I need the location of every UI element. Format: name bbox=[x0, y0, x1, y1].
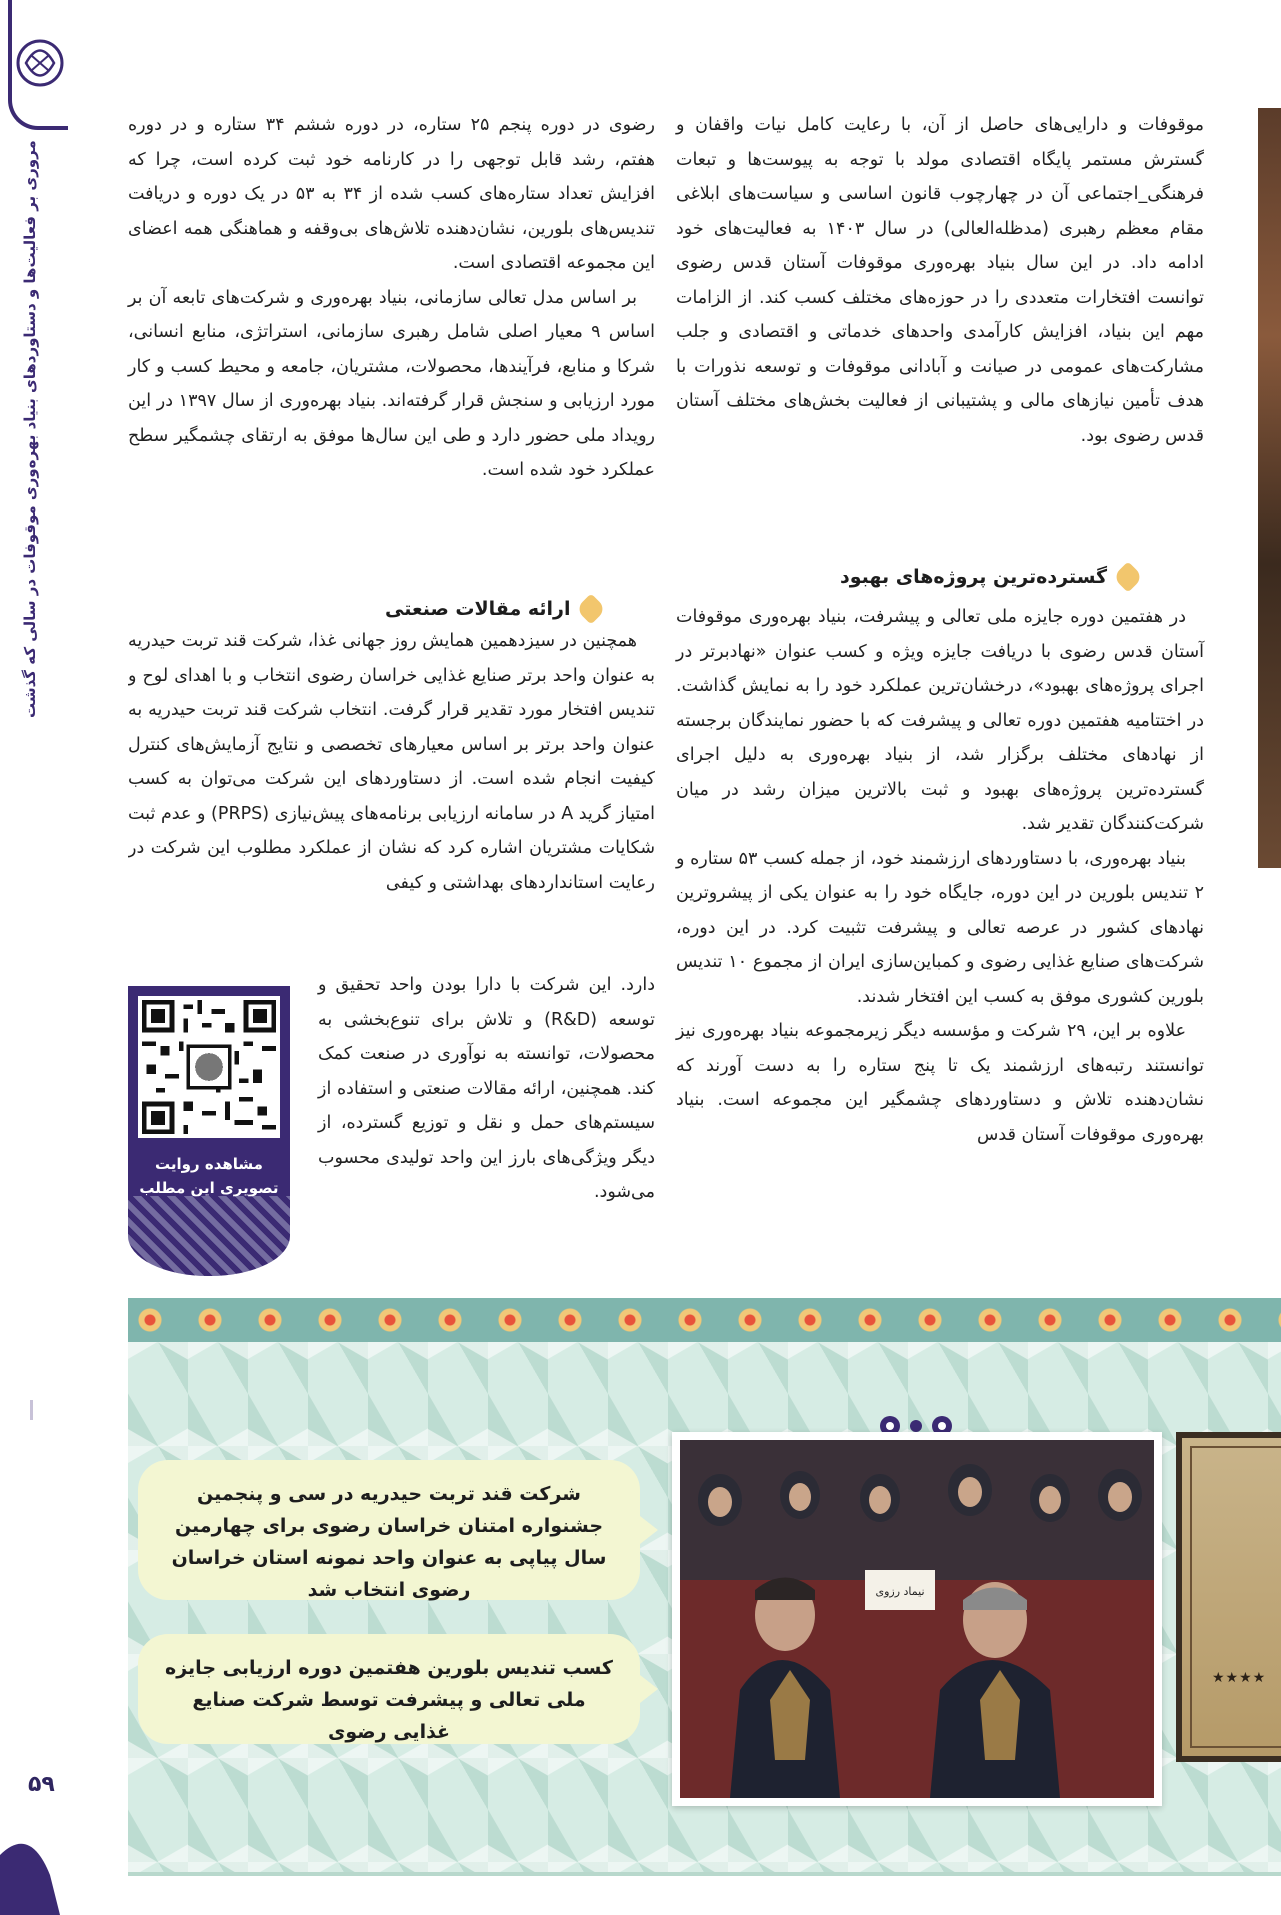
qr-card-pattern bbox=[128, 1196, 290, 1276]
heading-bullet-icon bbox=[1113, 561, 1144, 592]
section-1-paragraph: بنیاد بهره‌وری، با دستاوردهای ارزشمند خود، از جمله کسب ۵۳ ستاره و ۲ تندیس بلورین در این دوره، جایگاه خود را به عنوان یکی از پیشروترین نهادهای کشور در عرصه تعالی و پیشرفت تثبیت کرد. در این دوره، شرکت‌های صنایع غذایی رضوی و کمباین‌سازی ایران از مجموع ۱۰ تندیس بلورین کشوری موفق به کسب این افتخار شدند. bbox=[676, 848, 1204, 1007]
section-heading-industrial-articles bbox=[385, 598, 602, 620]
heading-bullet-icon bbox=[576, 593, 607, 624]
certificate-stars: ★★★★ bbox=[1212, 1670, 1267, 1686]
magazine-logo bbox=[8, 0, 68, 130]
section-2-paragraph: همچنین در سیزدهمین همایش روز جهانی غذا، شرکت قند تربت حیدریه به عنوان واحد برتر صنایع غذایی خراسان رضوی انتخاب و با اهدای لوح و تندیس افتخار مورد تقدیر قرار گرفت. انتخاب شرکت قند تربت حیدریه به عنوان واحد برتر بر اساس معیارهای تخصصی و نتایج آزمایش‌های کنترل کیفیت انجام شده است. از دستاوردهای این شرکت می‌توان به کسب امتیاز گرید A در سامانه ارزیابی برنامه‌های پیش‌نیازی (PRPS) و عدم ثبت شکایات مشتریان اشاره کرد که نشان از عملکرد مطلوب این شرکت در رعایت استانداردهای بهداشتی و کیفی bbox=[128, 631, 655, 893]
section-1-paragraph: در هفتمین دوره جایزه ملی تعالی و پیشرفت، بنیاد بهره‌وری موقوفات آستان قدس رضوی با دریافت جایزه ویژه و کسب عنوان «نهادبرتر در اجرای پروژه‌های بهبود»، درخشان‌ترین عملکرد خود را به نمایش گذاشت. در اختتامیه هفتمین دوره تعالی و پیشرفت که با حضور نمایندگان برجسته از نهادهای مختلف برگزار شد، از بنیاد بهره‌وری به دلیل اجرای گسترده‌ترین پروژه‌های بهبود و ثبت بالاترین میزان رشد در میان شرکت‌کنندگان تقدیر شد. bbox=[676, 607, 1204, 834]
certificate-frame bbox=[1190, 1446, 1281, 1748]
section-2-continued-paragraph: دارد. این شرکت با دارا بودن واحد تحقیق و توسعه (R&D) و تلاش برای تنوع‌بخشی به محصولات، توانسته به نوآوری در صنعت کمک کند. همچنین، ارائه مقالات صنعتی و استفاده از سیستم‌های حمل و نقل و توزیع گسترده، از دیگر ویژگی‌های بارز این واحد تولیدی محسوب می‌شود. bbox=[318, 975, 655, 1202]
seat-sign-text: نیماد رزوی bbox=[875, 1585, 925, 1598]
page-number: ۵۹ bbox=[28, 1772, 55, 1797]
callout-box: کسب تندیس بلورین هفتمین دوره ارزیابی جایزه ملی تعالی و پیشرفت توسط شرکت صنایع غذایی رضوی bbox=[138, 1634, 640, 1744]
left-column bbox=[128, 108, 655, 488]
section-heading-text: ارائه مقالات صنعتی bbox=[385, 598, 571, 620]
event-photo bbox=[672, 1432, 1162, 1806]
left-paragraph: رضوی در دوره پنجم ۲۵ ستاره، در دوره ششم ۳۴ ستاره و در دوره هفتم، رشد قابل توجهی را در کارنامه خود ثبت کرده است، چرا که افزایش تعداد ستاره‌های کسب شده از ۳۴ به ۵۳ در یک دوره و دریافت تندیس‌های بلورین، نشان‌دهنده تلاش‌های بی‌وقفه و هماهنگی همه اعضای این مجموعه اقتصادی است. bbox=[128, 115, 655, 273]
qr-caption: مشاهده روایت تصویری این مطلب bbox=[139, 1155, 279, 1197]
corner-decoration-icon bbox=[0, 1835, 60, 1915]
intro-column bbox=[676, 108, 1204, 453]
left-paragraph: بر اساس مدل تعالی سازمانی، بنیاد بهره‌وری و شرکت‌های تابعه آن بر اساس ۹ معیار اصلی شامل رهبری سازمانی، استراتژی، منابع انسانی، شرکا و منابع، فرآیندها، محصولات، مشتریان، جامعه و محیط کسب و کار مورد ارزیابی و سنجش قرار گرفته‌اند. بنیاد بهره‌وری از سال ۱۳۹۷ در این رویداد ملی حضور دارد و طی این سال‌ها موفق به ارتقای چشمگیر سطح عملکرد خود شده است. bbox=[128, 287, 655, 480]
qr-code-icon bbox=[142, 1000, 276, 1134]
callout-box: شرکت قند تربت حیدریه در سی و پنجمین جشنواره امتنان خراسان رضوی برای چهارمین سال پیاپی به عنوان واحد نمونه استان خراسان رضوی انتخاب شد bbox=[138, 1460, 640, 1600]
side-title: مروری بر فعالیت‌ها و دستاوردهای بنیاد بهره‌وری موقوفات در سالی که گذشت bbox=[8, 140, 52, 1400]
photo-ceremony-image bbox=[680, 1440, 1154, 1798]
section-2-continued bbox=[318, 968, 655, 1210]
audience-illustration bbox=[680, 1440, 1154, 1798]
decorative-border bbox=[128, 1298, 1281, 1342]
qr-card[interactable] bbox=[128, 986, 290, 1276]
section-heading-improvement-projects bbox=[840, 566, 1139, 588]
certificate-image bbox=[1176, 1432, 1281, 1762]
section-heading-text: گسترده‌ترین پروژه‌های بهبود bbox=[840, 566, 1108, 588]
section-1-body bbox=[676, 600, 1204, 1152]
side-photo-strip bbox=[1258, 108, 1281, 868]
logo-emblem-icon bbox=[12, 8, 68, 118]
section-2-body bbox=[128, 624, 655, 964]
intro-paragraph: موقوفات و دارایی‌های حاصل از آن، با رعایت کامل نیات واقفان و گسترش مستمر پایگاه اقتصادی مولد با توجه به پیوست‌ها و تبعات فرهنگی_اجتماعی آن در چهارچوب قانون اساسی و سیاست‌های ابلاغی مقام معظم رهبری (مدظله‌العالی) در سال ۱۴۰۳ به فعالیت‌های خود ادامه داد. در این سال بنیاد بهره‌وری موقوفات آستان قدس رضوی توانست افتخارات متعددی را در حوزه‌های مختلف کسب کند. از الزامات مهم این بنیاد، افزایش کارآمدی واحدهای خدماتی و اقتصادی و جلب مشارکت‌های عمومی در صیانت و آبادانی موقوفات و توسعه نذورات با هدف تأمین نیازهای مالی و پشتیبانی از فعالیت بخش‌های مختلف آستان قدس رضوی بود. bbox=[676, 115, 1204, 446]
qr-code[interactable] bbox=[138, 996, 280, 1138]
section-1-paragraph: علاوه بر این، ۲۹ شرکت و مؤسسه دیگر زیرمجموعه بنیاد بهره‌وری نیز توانستند رتبه‌های ارزشمند یک تا پنج ستاره را به دست آورند که نشان‌دهنده تلاش و دستاوردهای چشمگیر این مجموعه است. بنیاد بهره‌وری موقوفات آستان قدس bbox=[676, 1021, 1204, 1145]
